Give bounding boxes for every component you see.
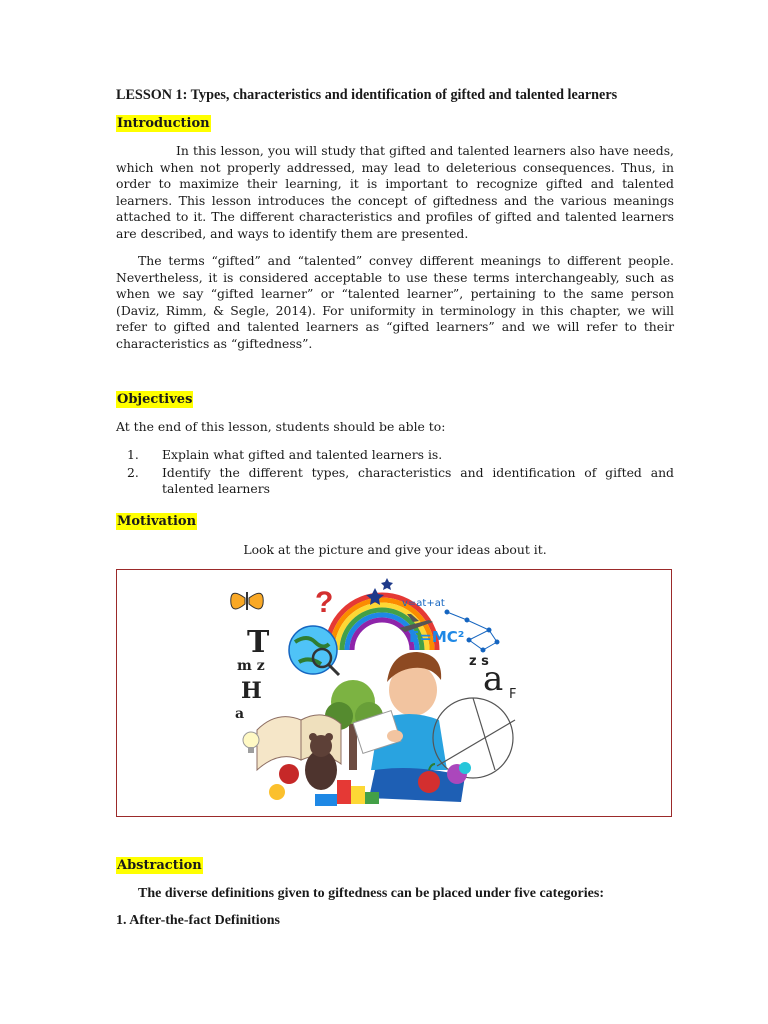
letter-t: T	[247, 625, 270, 660]
letters-zs: z s	[469, 654, 489, 669]
introduction-heading: Introduction	[117, 116, 210, 131]
butterfly-icon	[231, 592, 263, 610]
lesson-title: LESSON 1: Types, characteristics and identification of gifted and talented learners	[116, 87, 618, 103]
objectives-heading: Objectives	[117, 392, 193, 407]
letter-f: F	[509, 687, 517, 702]
boy-reading-figure	[353, 652, 465, 802]
motivation-heading: Motivation	[117, 514, 197, 529]
physics-equation: v=at+at	[402, 598, 445, 609]
ball-icon	[279, 764, 299, 784]
letters-mz: m z	[237, 658, 265, 674]
objective-item	[116, 447, 674, 464]
question-mark: ?	[315, 586, 334, 619]
objective-number: 2.	[127, 464, 139, 480]
introduction-paragraph-2: The terms “gifted” and “talented” convey different meanings to different people. Nevertheless, it is considered acceptable to use these terms interchangeably, such as when we say “gifted learner” or “talented learner”, pertaining to the same person (Daviz, Rimm, & Segle, 2014). For uniformity in terminology in this chapter, we will refer to gifted and talented learners as “gifted learners” and we will refer to their characteristics as “giftedness”.	[116, 253, 674, 351]
objective-number: 1.	[127, 447, 139, 462]
category-heading: 1. After-the-fact Definitions	[116, 913, 280, 928]
objectives-intro: At the end of this lesson, students should be able to:	[116, 419, 446, 434]
gifted-child-illustration	[117, 570, 672, 817]
einstein-formula: E=MC²	[409, 628, 465, 646]
letter-a-small: a	[235, 706, 245, 722]
objectives-list	[116, 447, 674, 499]
objective-text: Explain what gifted and talented learners is.	[162, 447, 443, 462]
letter-a-big: a	[483, 659, 504, 699]
objective-item	[116, 465, 674, 498]
motivation-picture	[116, 569, 672, 817]
motivation-instruction: Look at the picture and give your ideas about it.	[243, 542, 547, 557]
introduction-paragraph-1: In this lesson, you will study that gifted and talented learners also have needs, which when not properly addressed, may lead to deleterious consequences. Thus, in order to maximize their learning, it is important to recognize gifted and talented learners. This lesson introduces the concept of giftedness and the various meanings attached to it. The different characteristics and profiles of gifted and talented learners are described, and ways to identify them are presented.	[116, 143, 674, 241]
objective-text: Identify the different types, characteristics and identification of gifted and talented learners	[162, 464, 674, 497]
abstraction-lead: The diverse definitions given to giftedness can be placed under five categories:	[138, 886, 604, 901]
abstraction-heading: Abstraction	[117, 858, 202, 873]
letter-h: H	[241, 678, 262, 704]
